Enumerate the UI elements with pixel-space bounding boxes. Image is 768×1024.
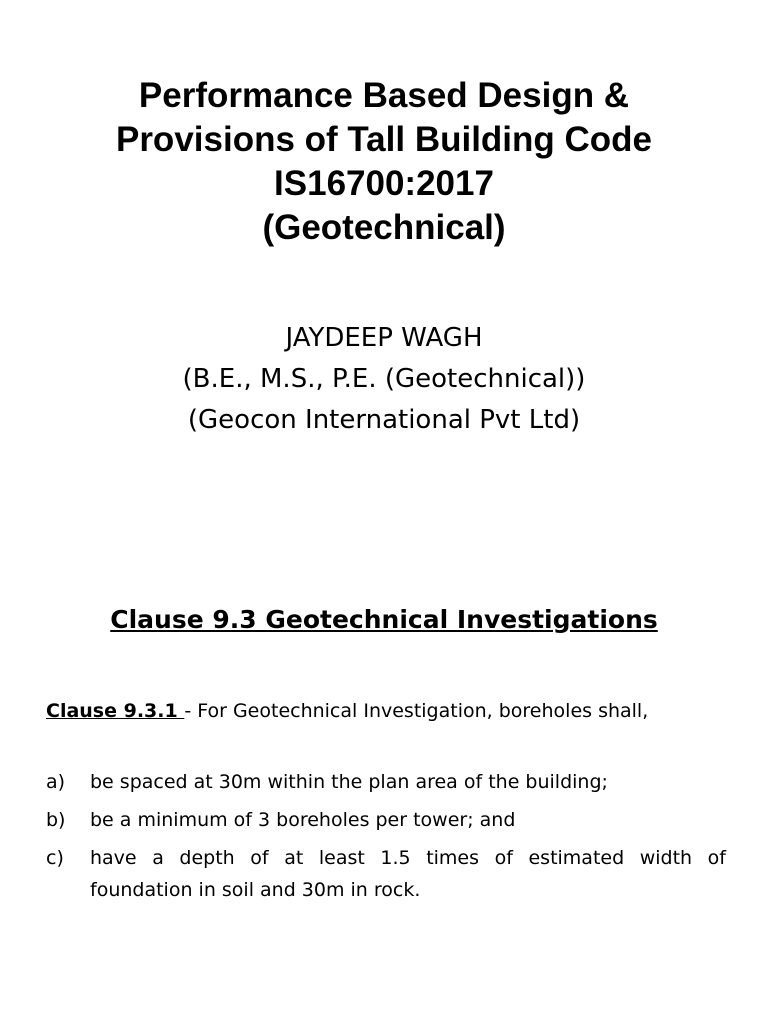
list-item <box>46 766 726 798</box>
list-item-text: have a depth of at least 1.5 times of estimated width of foundation in soil and 30m in rock. <box>90 847 726 901</box>
clause-slide <box>0 470 768 1024</box>
title-line: IS16700:2017 <box>274 164 494 203</box>
title-line: (Geotechnical) <box>262 208 506 247</box>
list-item <box>46 842 726 906</box>
presentation-title <box>0 74 768 250</box>
author-name: JAYDEEP WAGH <box>285 323 483 353</box>
clause-reference: Clause 9.3.1 <box>46 700 185 722</box>
title-line: Provisions of Tall Building Code <box>115 120 653 159</box>
requirements-list <box>46 766 726 912</box>
list-item-text: be a minimum of 3 boreholes per tower; and <box>90 809 516 831</box>
list-item <box>46 804 726 836</box>
list-marker: c) <box>46 847 64 869</box>
author-credentials: (B.E., M.S., P.E. (Geotechnical)) <box>182 364 586 394</box>
author-affiliation: (Geocon International Pvt Ltd) <box>187 405 581 435</box>
list-marker: a) <box>46 771 66 793</box>
author-info <box>0 318 768 441</box>
title-line: Performance Based Design & <box>138 76 630 115</box>
list-item-text: be spaced at 30m within the plan area of the building; <box>90 771 608 793</box>
list-marker: b) <box>46 809 66 831</box>
clause-heading: Clause 9.3 Geotechnical Investigations <box>110 605 658 634</box>
title-slide <box>0 0 768 470</box>
clause-intro <box>46 696 736 726</box>
clause-intro-text: - For Geotechnical Investigation, boreholes shall, <box>184 700 649 722</box>
